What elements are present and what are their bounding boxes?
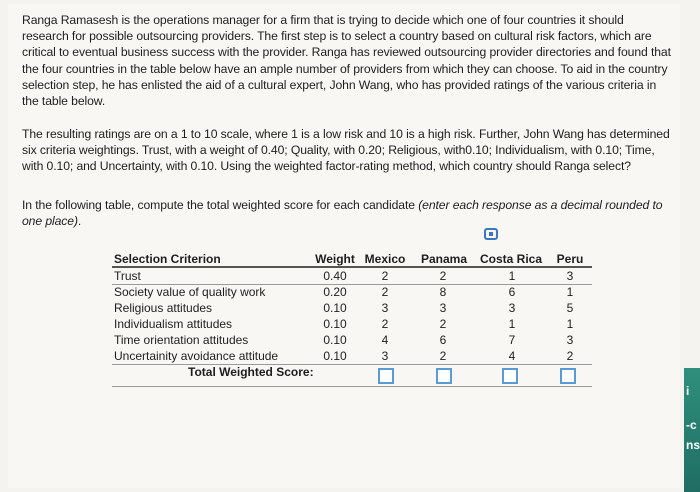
table-bottom-line	[112, 386, 592, 387]
mexico-rating: 2	[381, 317, 389, 331]
costa-rica-rating: 3	[508, 301, 516, 315]
costa-rica-rating: 1	[508, 269, 516, 283]
header-divider	[112, 266, 592, 268]
weight-cell: 0.10	[323, 349, 347, 363]
problem-paragraph-2: The resulting ratings are on a 1 to 10 scale, where 1 is a low risk and 10 is a high risk. Further, John Wang has determined six criteria weightings. Trust, with a weight of 0.40; Quality, with 0.20; Religious, with0.10; Individualism, with 0.10; Time, with 0.10; and Uncertainty, with 0.10. Using the weighted factor-rating method, which country should Ranga select?	[22, 127, 670, 174]
table-row	[112, 269, 592, 284]
edge-text-3: ns	[686, 438, 700, 452]
peru-rating: 2	[566, 349, 574, 363]
instruction-end: .	[77, 214, 82, 229]
table-row	[112, 301, 592, 316]
costa-rica-rating: 4	[508, 349, 516, 363]
peru-rating: 1	[566, 317, 574, 331]
header-mexico: Mexico	[364, 252, 406, 266]
weight-cell: 0.10	[323, 317, 347, 331]
mexico-total-input[interactable]	[378, 368, 394, 384]
instruction-text: In the following table, compute the total weighted score for each candidate	[22, 198, 419, 212]
question-panel	[8, 4, 680, 488]
total-score-label: Total Weighted Score:	[188, 365, 314, 379]
copy-table-icon[interactable]	[484, 228, 498, 240]
peru-rating: 3	[566, 269, 574, 283]
table-row	[112, 285, 592, 300]
instruction-note: (enter each response as a decimal rounded to one place)	[22, 198, 663, 229]
edge-text-1: i	[686, 384, 690, 398]
panama-rating: 3	[439, 301, 447, 315]
peru-total-input[interactable]	[560, 368, 576, 384]
weight-cell: 0.20	[323, 285, 347, 299]
header-panama: Panama	[420, 252, 468, 266]
table-header-row	[112, 252, 592, 267]
criterion-cell: Trust	[114, 269, 141, 283]
table-row	[112, 349, 592, 364]
problem-paragraph-1: Ranga Ramasesh is the operations manager for a firm that is trying to decide which one of four countries it should research for possible outsourcing providers. The first step is to select a country based on cultural risk factors, which are critical to eventual business success with the provider. Ranga has reviewed outsourcing provider directories and found that the four countries in the table below have an ample number of providers from which they can choose. To aid in the country selection step, he has enlisted the aid of a cultural expert, John Wang, who has provided ratings of the various criteria in the table below.	[22, 13, 671, 109]
weight-cell: 0.10	[323, 301, 347, 315]
weight-cell: 0.10	[323, 333, 347, 347]
panama-rating: 6	[439, 333, 447, 347]
criterion-cell: Time orientation attitudes	[114, 333, 249, 347]
panama-total-input[interactable]	[436, 368, 452, 384]
criterion-cell: Religious attitudes	[114, 301, 213, 315]
panama-rating: 2	[439, 269, 447, 283]
header-criterion: Selection Criterion	[114, 252, 221, 266]
peru-rating: 5	[566, 301, 574, 315]
criterion-cell: Society value of quality work	[114, 285, 266, 299]
criterion-cell: Uncertainity avoidance attitude	[114, 349, 279, 363]
mexico-rating: 2	[381, 285, 389, 299]
costa-rica-rating: 1	[508, 317, 516, 331]
header-peru: Peru	[556, 252, 584, 266]
mexico-rating: 3	[381, 349, 389, 363]
panama-rating: 8	[439, 285, 447, 299]
criterion-cell: Individualism attitudes	[114, 317, 233, 331]
peru-rating: 1	[566, 285, 574, 299]
problem-paragraph-3	[22, 197, 672, 229]
table-row	[112, 317, 592, 332]
costa-rica-total-input[interactable]	[502, 368, 518, 384]
header-weight: Weight	[315, 252, 355, 266]
weight-cell: 0.40	[323, 269, 347, 283]
costa-rica-rating: 7	[508, 333, 516, 347]
mexico-rating: 3	[381, 301, 389, 315]
edge-text-2: -c	[686, 418, 697, 432]
mexico-rating: 4	[381, 333, 389, 347]
table-row	[112, 333, 592, 348]
header-costa-rica: Costa Rica	[479, 252, 543, 266]
mexico-rating: 2	[381, 269, 389, 283]
side-panel-fragment	[684, 368, 700, 492]
panama-rating: 2	[439, 349, 447, 363]
peru-rating: 3	[566, 333, 574, 347]
total-row	[112, 365, 592, 385]
costa-rica-rating: 6	[508, 285, 516, 299]
panama-rating: 2	[439, 317, 447, 331]
